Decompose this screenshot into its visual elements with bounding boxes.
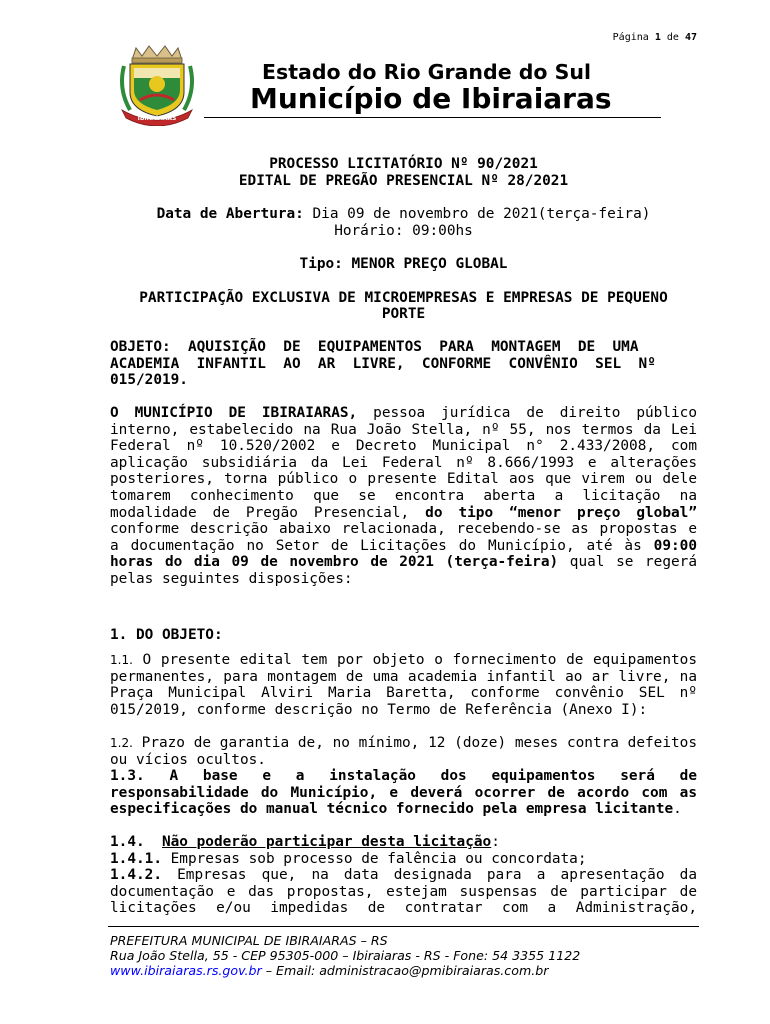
intro-type: do tipo “menor preço global” — [425, 504, 697, 521]
section-1-heading: 1. DO OBJETO: — [110, 627, 223, 643]
municipal-coat-of-arms — [118, 44, 196, 126]
opening-label: Data de Abertura: — [156, 206, 304, 222]
item-1-2-number: 1.2. — [110, 736, 133, 750]
item-1-1-text: O presente edital tem por objeto o fornecimento de equipamentos permanentes, para montagem de uma academia infantil ao ar livre, na Praça Municipal Alviri Maria Baretta, conforme convênio SEL nº 015/2019, conforme descrição no Termo de Referência (Anexo I): — [110, 652, 697, 718]
item-1-4-2-text: Empresas que, na data designada para a apresentação da documentação e das propostas, estejam suspensas de participar de licitações e/ou impedidas de contratar com a Administração, — [110, 867, 697, 917]
item-1-4-1-number: 1.4.1. — [110, 851, 162, 867]
item-1-3-end: . — [673, 801, 682, 818]
bid-type: Tipo: MENOR PREÇO GLOBAL — [299, 256, 508, 272]
page-current: 1 — [654, 32, 661, 43]
item-1-4-end: : — [491, 834, 500, 850]
footer-email: – Email: administracao@pmibiraiaras.com.br — [261, 963, 549, 978]
item-1-2 — [110, 735, 697, 768]
website-link[interactable]: www.ibiraiaras.rs.gov.br — [110, 963, 262, 978]
intro-paragraph — [110, 405, 697, 588]
municipality-name: Município de Ibiraiaras — [250, 82, 612, 115]
footer-address: Rua João Stella, 55 - CEP 95305-000 – Ibiraiaras - RS - Fone: 54 3355 1122 — [110, 948, 581, 963]
item-1-2-text: Prazo de garantia de, no mínimo, 12 (doze) meses contra defeitos ou vícios ocultos. — [110, 735, 697, 768]
page-of: de — [666, 32, 679, 43]
objeto-line-1: OBJETO: AQUISIÇÃO DE EQUIPAMENTOS PARA MONTAGEM DE UMA — [110, 339, 639, 355]
page-number — [613, 32, 697, 43]
objeto-line-2: ACADEMIA INFANTIL AO AR LIVRE, CONFORME CONVÊNIO SEL Nº — [110, 356, 656, 372]
objeto-line-3: 015/2019. — [110, 372, 188, 388]
footer-contacts — [110, 963, 548, 978]
intro-text-3: qual se regerá pelas seguintes disposições: — [110, 554, 697, 587]
item-1-4-1 — [110, 851, 587, 868]
item-1-1 — [110, 652, 697, 718]
opening-time: Horário: 09:00hs — [334, 223, 473, 239]
item-1-4-text: Não poderão participar desta licitação — [161, 834, 492, 850]
process-title: PROCESSO LICITATÓRIO Nº 90/2021 — [269, 156, 538, 172]
item-1-1-number: 1.1. — [110, 653, 133, 667]
intro-text-2: conforme descrição abaixo relacionada, recebendo-se as propostas e a documentação no Setor de Licitações do Município, até às — [110, 521, 697, 554]
intro-text-1: pessoa jurídica de direito público interno, estabelecido na Rua João Stella, nº 55, nos termos da Lei Federal nº 10.520/2002 e Decreto Municipal n° 2.433/2008, com aplicação subsidiária da Lei Federal nº 8.666/1993 e alterações posteriores, torna público o presente Edital aos que virem ou dele tomarem conhecimento que se encontra aberta a licitação na modalidade de Pregão Presencial, — [110, 405, 697, 521]
item-1-4-1-text: Empresas sob processo de falência ou concordata; — [161, 851, 587, 867]
item-1-3 — [110, 768, 697, 818]
opening-value: Dia 09 de novembro de 2021(terça-feira) — [303, 206, 651, 222]
item-1-3-text: 1.3. A base e a instalação dos equipamentos será de responsabilidade do Município, e deverá ocorrer de acordo com as especificações do manual técnico fornecido pela empresa licitante — [110, 768, 697, 818]
edital-title: EDITAL DE PREGÃO PRESENCIAL Nº 28/2021 — [238, 173, 569, 189]
seal-ribbon-text: IBIRAIARAS — [137, 115, 177, 122]
state-name: Estado do Rio Grande do Sul — [262, 60, 592, 84]
footer-divider — [108, 926, 699, 927]
page-total: 47 — [684, 32, 697, 43]
item-1-4-2 — [110, 867, 697, 917]
item-1-4 — [110, 834, 500, 851]
intro-deadline: 09:00 horas do dia 09 de novembro de 2021 (terça-feira) — [110, 537, 697, 571]
participation-line-1: PARTICIPAÇÃO EXCLUSIVA DE MICROEMPRESAS E EMPRESAS DE PEQUENO — [139, 290, 668, 306]
item-1-4-2-number: 1.4.2. — [110, 867, 162, 883]
header-divider — [204, 117, 661, 118]
page-label: Página — [612, 32, 649, 43]
intro-municipality: O MUNICÍPIO DE IBIRAIARAS, — [110, 405, 358, 421]
opening-date — [110, 206, 697, 223]
item-1-4-number: 1.4. — [110, 834, 145, 850]
participation-line-2: PORTE — [381, 306, 426, 322]
footer-line-1: PREFEITURA MUNICIPAL DE IBIRAIARAS – RS — [110, 933, 388, 948]
